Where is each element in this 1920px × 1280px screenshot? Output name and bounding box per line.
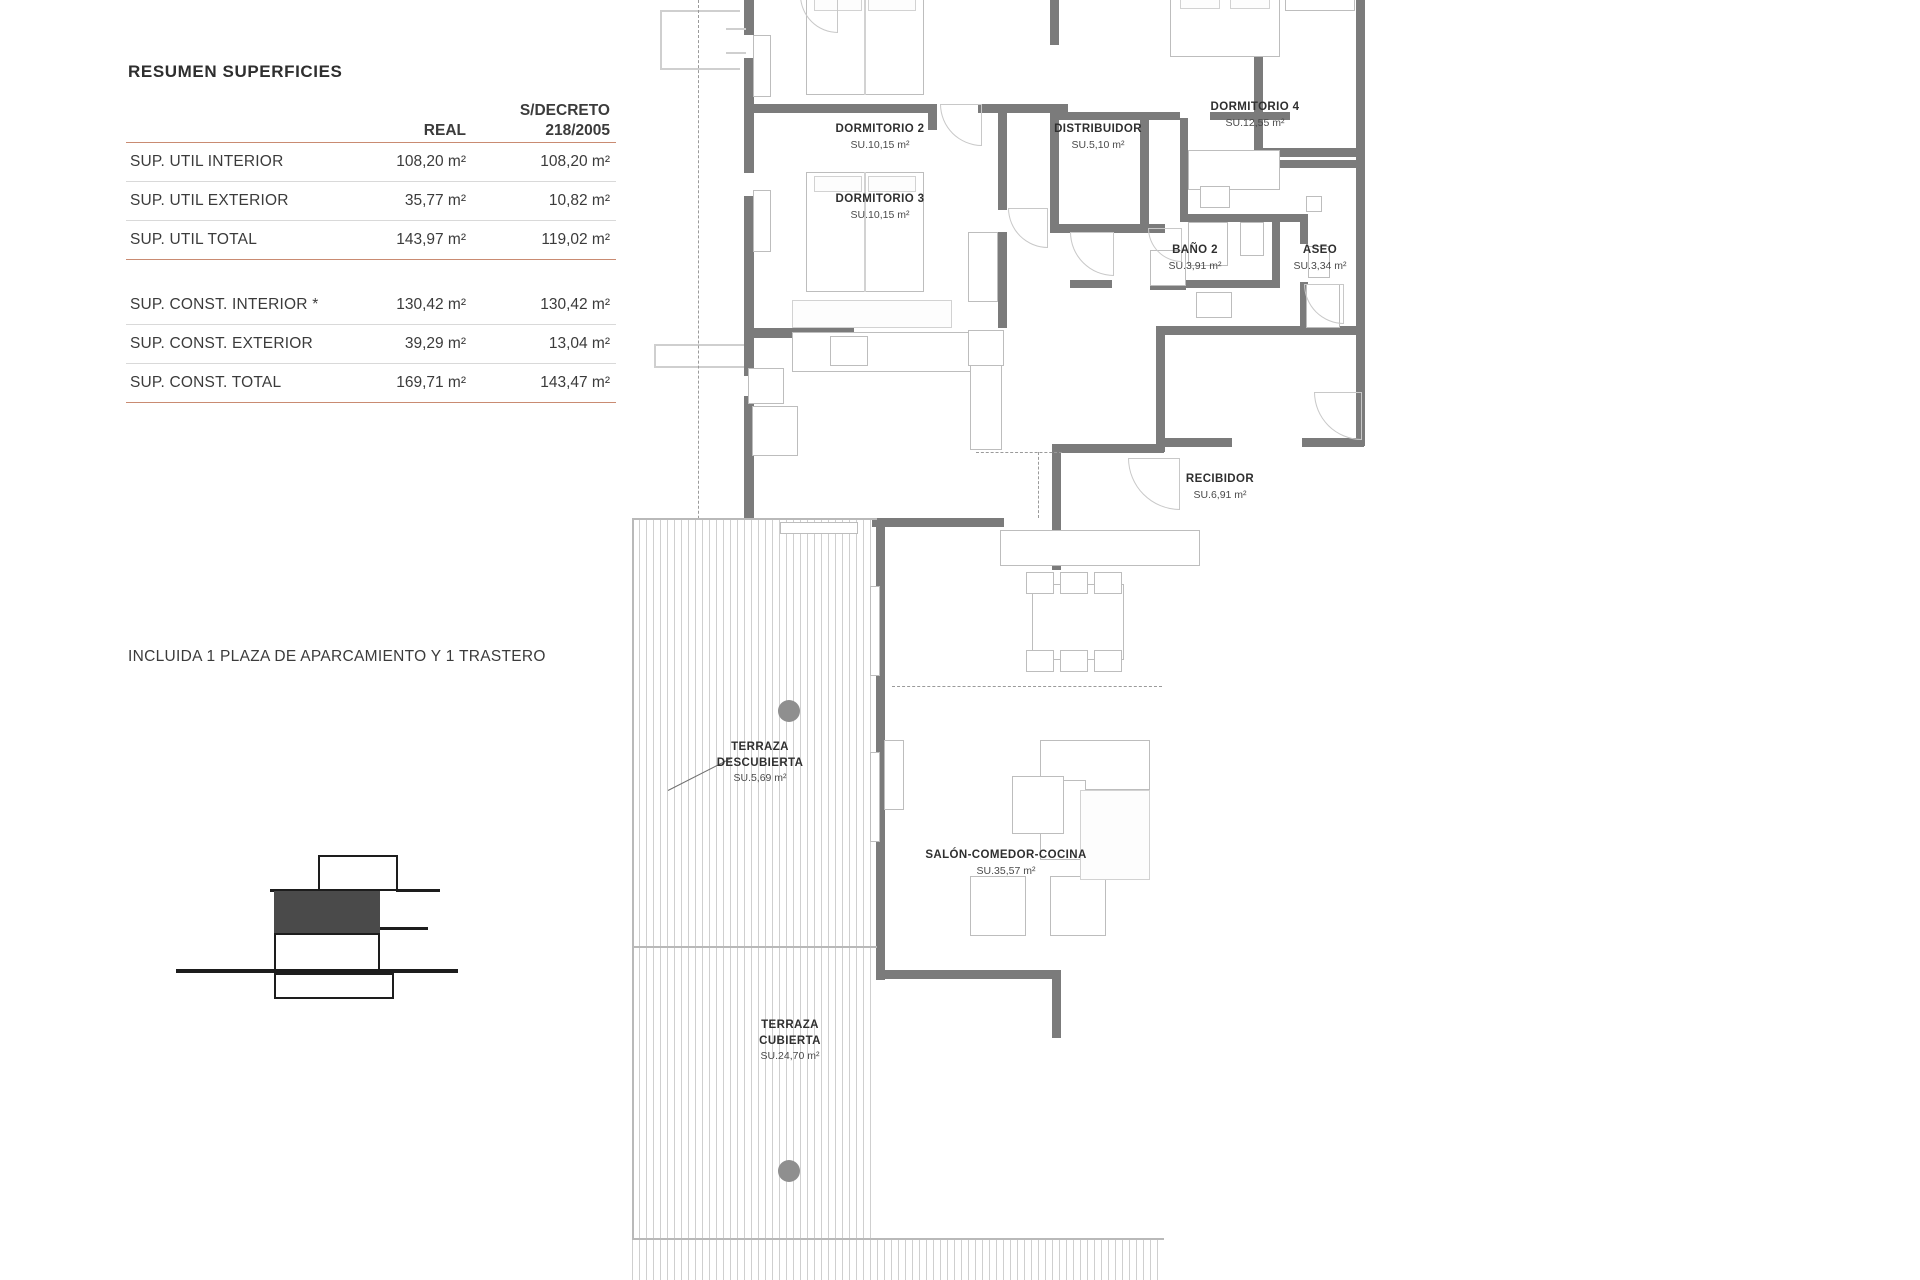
terrace-strip-bottom bbox=[632, 1240, 1162, 1280]
key-plan-box-bottom bbox=[274, 973, 394, 999]
tv-unit bbox=[884, 740, 904, 810]
room-name-line2: DESCUBIERTA bbox=[716, 756, 804, 769]
sliding-door bbox=[870, 586, 880, 676]
kitchen-sink bbox=[752, 406, 798, 456]
bathtub bbox=[1188, 150, 1280, 190]
oven bbox=[968, 330, 1004, 366]
terraza-descubierta-area bbox=[632, 520, 872, 950]
reference-line bbox=[660, 68, 740, 70]
room-label-distribuidor bbox=[1030, 122, 1166, 152]
room-name: RECIBIDOR bbox=[1185, 473, 1255, 485]
key-plan-line-right bbox=[396, 889, 440, 892]
row-decreto: 10,82 m² bbox=[548, 192, 610, 209]
hob-burners bbox=[830, 336, 868, 366]
table-row bbox=[126, 364, 616, 403]
zone-divider-dashed bbox=[976, 452, 1062, 453]
row-real: 35,77 m² bbox=[404, 192, 466, 209]
row-decreto: 143,47 m² bbox=[540, 374, 610, 391]
reference-line bbox=[654, 344, 744, 346]
key-plan-highlight-unit bbox=[274, 891, 380, 933]
surface-summary-table bbox=[126, 88, 616, 403]
room-label-salon-comedor-cocina bbox=[876, 848, 1136, 878]
row-real: 108,20 m² bbox=[396, 153, 466, 170]
wall-segment bbox=[1280, 160, 1360, 168]
window bbox=[780, 522, 858, 534]
room-area: SU.10,15 m² bbox=[850, 138, 910, 151]
wall-segment bbox=[1059, 112, 1149, 120]
row-decreto: 108,20 m² bbox=[540, 153, 610, 170]
wall-segment bbox=[1156, 332, 1165, 452]
terrace-edge-line bbox=[632, 946, 877, 948]
summary-panel bbox=[0, 0, 640, 1280]
armchair bbox=[970, 876, 1026, 936]
pillow bbox=[1230, 0, 1270, 9]
table-header-row bbox=[126, 88, 616, 143]
dining-chair bbox=[1026, 572, 1054, 594]
room-area: SU.5,10 m² bbox=[1071, 138, 1125, 151]
door-swing bbox=[1314, 392, 1362, 440]
dining-chair bbox=[1094, 650, 1122, 672]
wall-segment bbox=[998, 232, 1007, 328]
column-marker bbox=[778, 1160, 800, 1182]
dining-chair bbox=[1094, 572, 1122, 594]
room-label-bano-2 bbox=[1130, 243, 1260, 273]
table-row bbox=[126, 143, 616, 182]
room-name: BAÑO 2 bbox=[1172, 244, 1218, 256]
row-real: 169,71 m² bbox=[396, 374, 466, 391]
room-name: DISTRIBUIDOR bbox=[1054, 123, 1142, 135]
room-area: SU.5,69 m² bbox=[733, 772, 787, 785]
key-plan-box-top bbox=[318, 855, 398, 891]
row-decreto: 119,02 m² bbox=[541, 231, 610, 248]
room-label-aseo bbox=[1260, 243, 1380, 273]
wall-segment bbox=[1052, 444, 1164, 453]
terrace-edge-line bbox=[632, 1238, 1164, 1240]
table-spacer bbox=[126, 260, 616, 287]
pillow bbox=[868, 0, 916, 11]
reference-line bbox=[660, 10, 740, 12]
door-swing bbox=[1008, 208, 1048, 248]
key-plan-box-mid bbox=[274, 933, 380, 973]
pillow bbox=[814, 176, 862, 192]
row-real: 39,29 m² bbox=[404, 335, 466, 352]
wall-segment bbox=[1180, 280, 1280, 288]
coffee-table bbox=[1012, 776, 1064, 834]
room-area: SU.35,57 m² bbox=[976, 864, 1036, 877]
room-label-dormitorio-4 bbox=[1165, 100, 1345, 130]
sink bbox=[1200, 186, 1230, 208]
zone-divider-dashed bbox=[892, 686, 1162, 687]
key-plan-diagram bbox=[200, 855, 550, 995]
row-label: SUP. UTIL INTERIOR bbox=[130, 153, 284, 170]
room-name: ASEO bbox=[1302, 244, 1338, 256]
terrace-edge-line bbox=[632, 518, 877, 520]
wall-segment bbox=[998, 104, 1007, 210]
wall-segment bbox=[876, 970, 1061, 979]
table-row bbox=[126, 182, 616, 221]
room-name-line1: TERRAZA bbox=[761, 1019, 819, 1031]
room-label-recibidor bbox=[1140, 472, 1300, 502]
sink bbox=[1306, 196, 1322, 212]
floor-plan bbox=[640, 0, 1920, 1280]
nightstand bbox=[968, 232, 998, 302]
room-label-dormitorio-2 bbox=[790, 122, 970, 152]
terraza-cubierta-area bbox=[632, 950, 872, 1240]
reference-line bbox=[654, 366, 744, 368]
sliding-door bbox=[870, 752, 880, 842]
row-label: SUP. CONST. EXTERIOR bbox=[130, 335, 313, 352]
header-real: REAL bbox=[423, 122, 466, 139]
room-area: SU.3,34 m² bbox=[1293, 259, 1347, 272]
wall-segment bbox=[748, 104, 928, 113]
header-decreto bbox=[482, 88, 616, 143]
wardrobe bbox=[753, 190, 771, 252]
room-name-line2: CUBIERTA bbox=[759, 1034, 821, 1047]
wall-segment bbox=[1180, 118, 1188, 218]
armchair bbox=[1050, 876, 1106, 936]
row-label: SUP. CONST. INTERIOR * bbox=[130, 296, 319, 313]
room-label-terraza-cubierta bbox=[690, 1018, 890, 1063]
wall-segment bbox=[1050, 0, 1059, 45]
dining-chair bbox=[1026, 650, 1054, 672]
wardrobe bbox=[753, 35, 771, 97]
room-name: DORMITORIO 2 bbox=[835, 123, 925, 135]
room-name-line1: TERRAZA bbox=[731, 741, 789, 753]
column-marker bbox=[778, 700, 800, 722]
room-area: SU.3,91 m² bbox=[1168, 259, 1222, 272]
appliance-slot bbox=[1196, 292, 1232, 318]
key-plan-line-right2 bbox=[380, 927, 428, 930]
room-area: SU.6,91 m² bbox=[1193, 488, 1247, 501]
wall-segment bbox=[1052, 978, 1061, 1038]
room-area: SU.12,55 m² bbox=[1225, 116, 1285, 129]
wall-segment bbox=[1180, 214, 1300, 222]
dining-sideboard bbox=[1000, 530, 1200, 566]
row-real: 130,42 m² bbox=[396, 296, 466, 313]
header-decreto-line2: 218/2005 bbox=[545, 121, 610, 139]
room-name: DORMITORIO 3 bbox=[835, 193, 925, 205]
table-row bbox=[126, 286, 616, 325]
row-label: SUP. CONST. TOTAL bbox=[130, 374, 282, 391]
wall-segment bbox=[1070, 280, 1112, 288]
table-row bbox=[126, 325, 616, 364]
terrace-outer-edge bbox=[632, 518, 634, 1238]
zone-divider-dashed bbox=[1038, 452, 1039, 518]
fridge bbox=[748, 368, 784, 404]
row-decreto: 130,42 m² bbox=[540, 296, 610, 313]
room-name: DORMITORIO 4 bbox=[1210, 101, 1300, 113]
reference-line bbox=[660, 10, 662, 70]
reference-line bbox=[654, 344, 656, 368]
dining-chair bbox=[1060, 650, 1088, 672]
table-row bbox=[126, 221, 616, 260]
wall-segment bbox=[1162, 438, 1232, 447]
row-label: SUP. UTIL TOTAL bbox=[130, 231, 258, 248]
room-name: SALÓN-COMEDOR-COCINA bbox=[925, 849, 1087, 861]
door-swing bbox=[1070, 232, 1114, 276]
header-decreto-line1: S/DECRETO bbox=[519, 102, 610, 120]
pillow bbox=[868, 176, 916, 192]
wall-segment bbox=[1300, 214, 1308, 244]
pillow bbox=[1180, 0, 1220, 9]
room-area: SU.10,15 m² bbox=[850, 208, 910, 221]
kitchen-upper-cabinets bbox=[792, 300, 952, 328]
row-real: 143,97 m² bbox=[396, 231, 466, 248]
room-area: SU.24,70 m² bbox=[760, 1050, 820, 1063]
room-label-dormitorio-3 bbox=[790, 192, 970, 222]
header-blank bbox=[126, 88, 346, 143]
row-decreto: 13,04 m² bbox=[548, 335, 610, 352]
dining-table bbox=[1032, 584, 1124, 660]
reference-line bbox=[726, 28, 746, 30]
wardrobe bbox=[1285, 0, 1355, 11]
page-title: RESUMEN SUPERFICIES bbox=[128, 62, 343, 81]
parking-note: INCLUIDA 1 PLAZA DE APARCAMIENTO Y 1 TRASTERO bbox=[128, 648, 546, 665]
reference-line bbox=[726, 52, 746, 54]
bed-divider bbox=[864, 172, 866, 292]
bed-divider bbox=[864, 0, 866, 95]
row-label: SUP. UTIL EXTERIOR bbox=[130, 192, 289, 209]
dining-chair bbox=[1060, 572, 1088, 594]
room-label-terraza-descubierta bbox=[660, 740, 860, 785]
